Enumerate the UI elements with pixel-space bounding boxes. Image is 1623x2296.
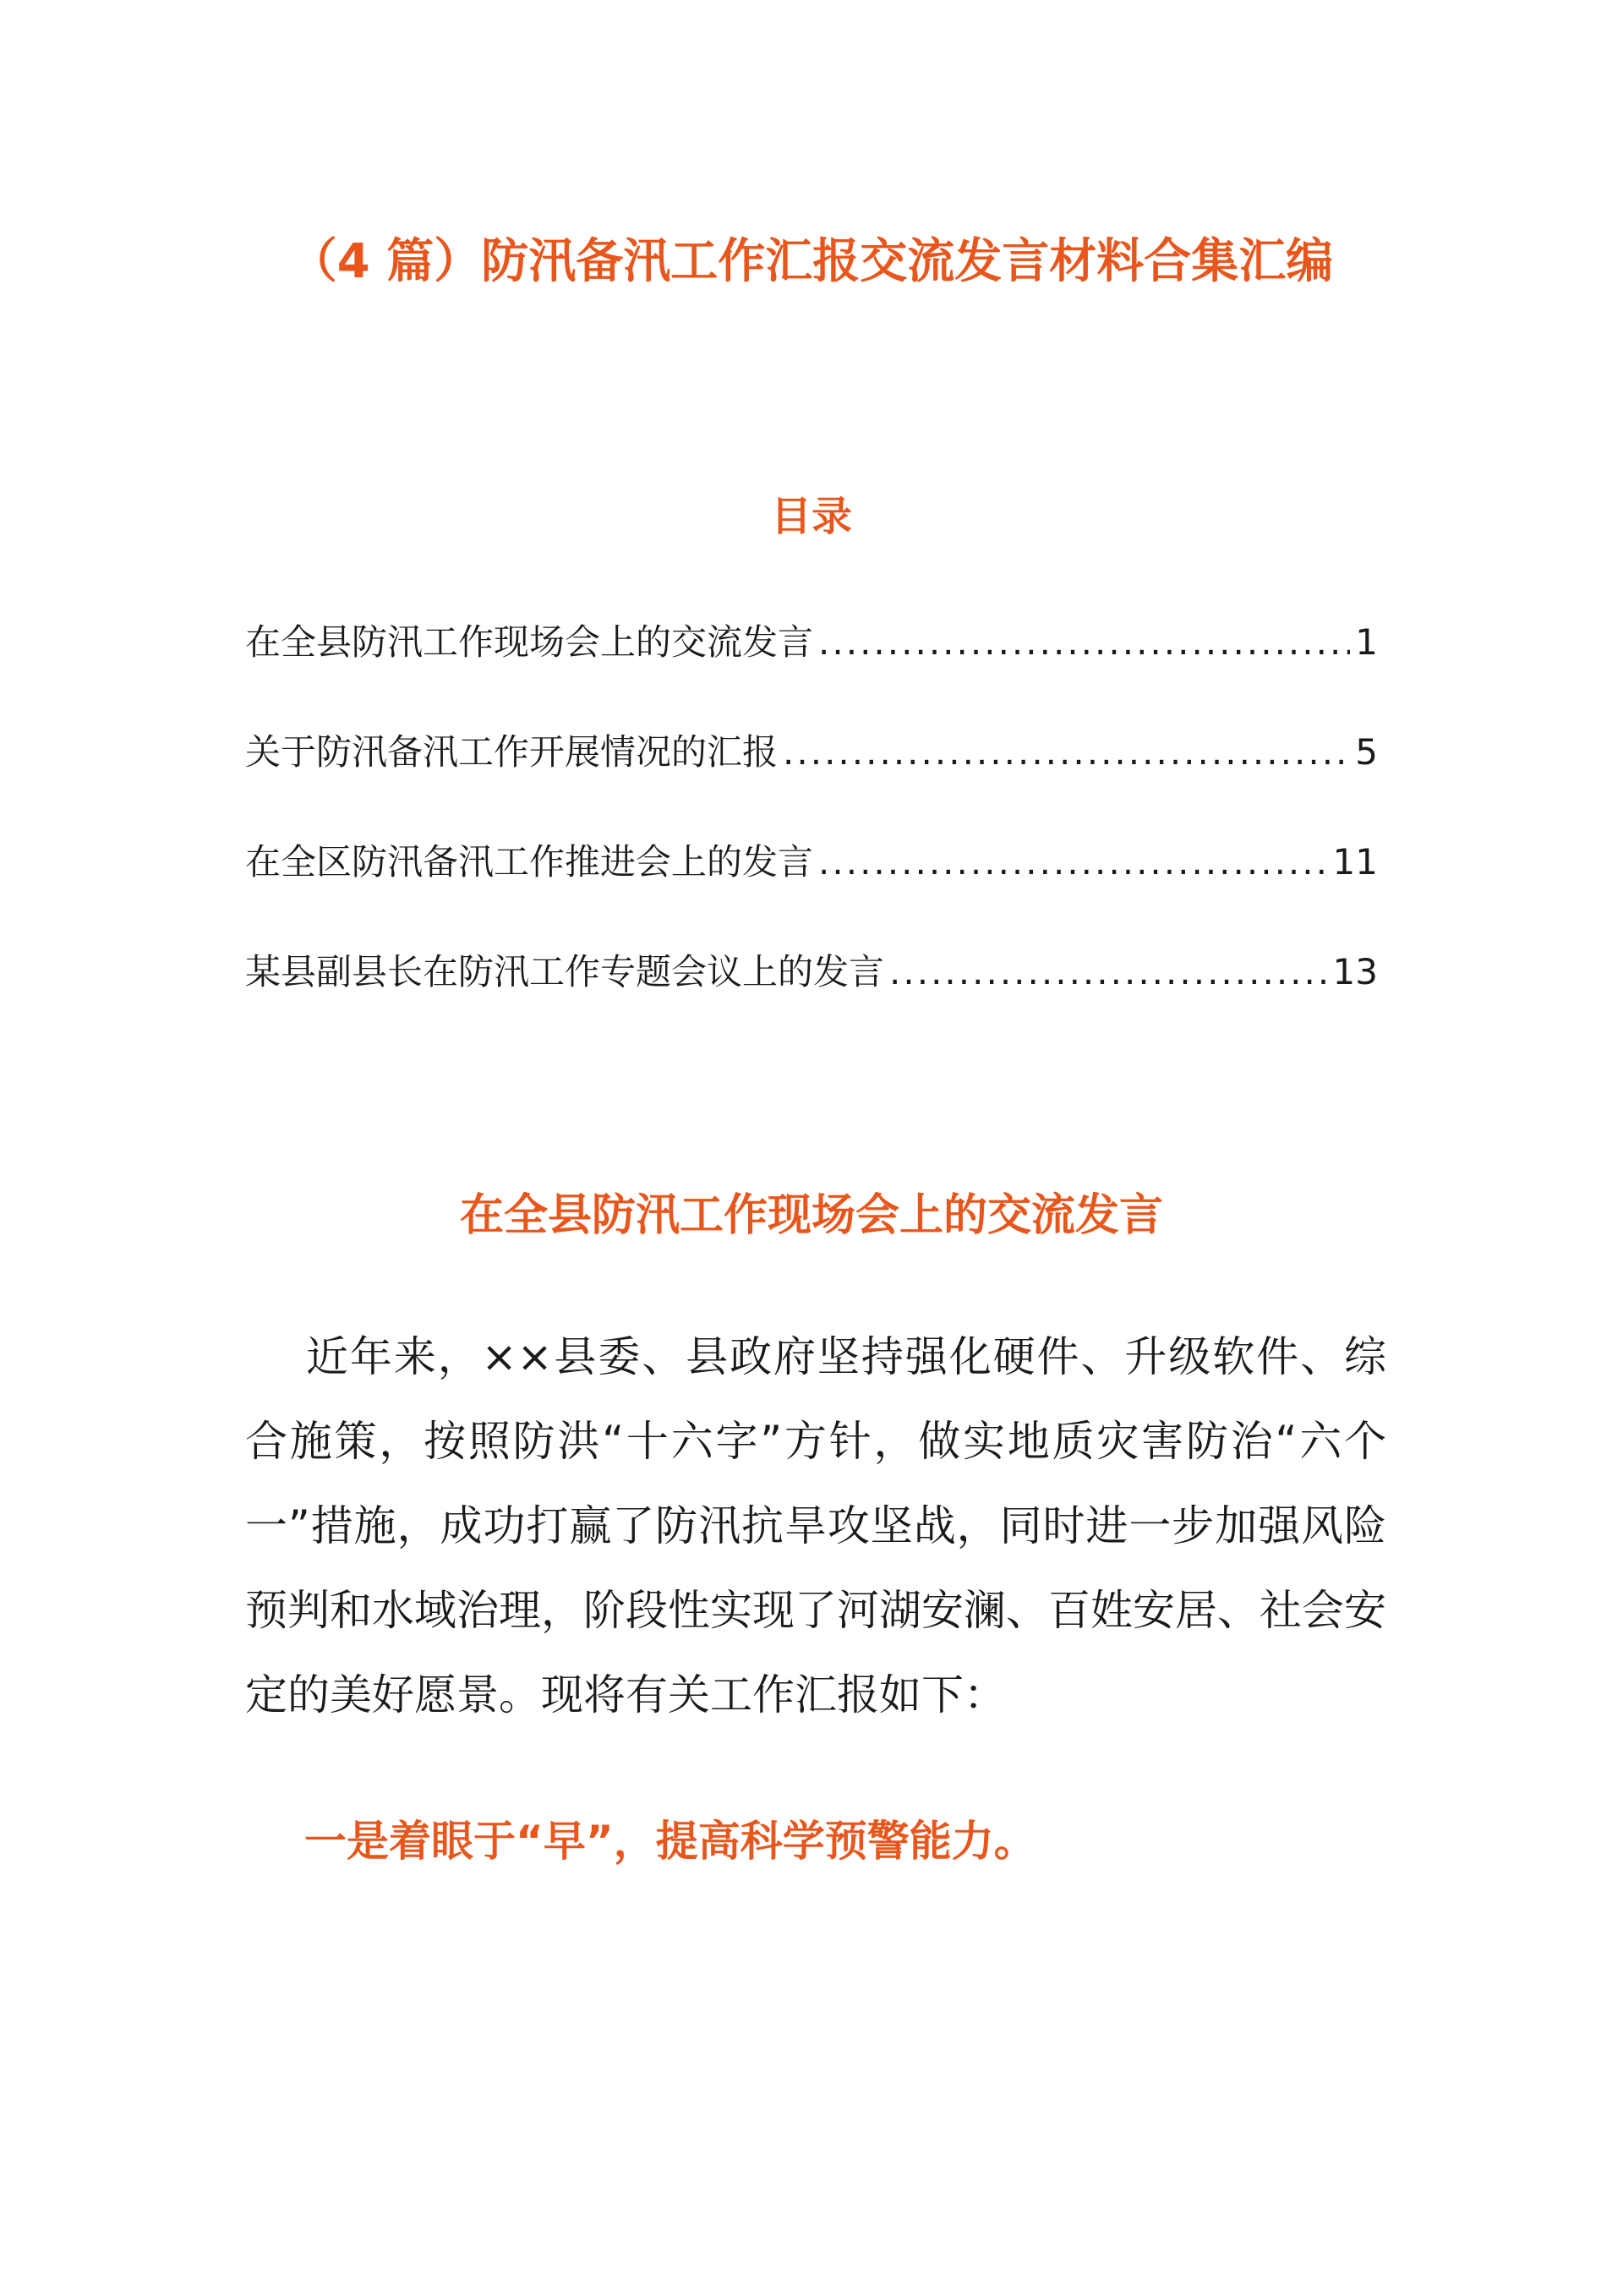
toc-entry[interactable] bbox=[245, 943, 1378, 1052]
toc-dot-leader bbox=[818, 833, 1328, 892]
toc-entry-title: 在全县防汛工作现场会上的交流发言 bbox=[245, 621, 814, 663]
section-title: 在全县防汛工作现场会上的交流发言 bbox=[459, 1190, 1163, 1241]
toc-dot-leader bbox=[783, 723, 1350, 782]
body-paragraph: 近年来，××县委、县政府坚持强化硬件、升级软件、综合施策，按照防洪“十六字”方针，做实地质灾害防治“六个一”措施，成功打赢了防汛抗旱攻坚战，同时进一步加强风险预判和水域治理，阶段性实现了河湖安澜、百姓安居、社会安定的美好愿景。现将有关工作汇报如下： bbox=[245, 1332, 1386, 1719]
toc-entry-page: 5 bbox=[1355, 731, 1378, 773]
point-heading: 一是着眼于“早”，提高科学预警能力。 bbox=[304, 1817, 1036, 1866]
document-title: （4 篇）防汛备汛工作汇报交流发言材料合集汇编 bbox=[289, 234, 1334, 289]
toc-heading: 目录 bbox=[770, 493, 852, 540]
toc-entry-title: 关于防汛备汛工作开展情况的汇报 bbox=[245, 731, 779, 773]
toc-entry[interactable] bbox=[245, 723, 1378, 833]
toc-entry[interactable] bbox=[245, 833, 1378, 943]
toc-entry-title: 某县副县长在防汛工作专题会议上的发言 bbox=[245, 951, 885, 992]
toc-entry-page: 11 bbox=[1332, 841, 1378, 883]
table-of-contents bbox=[245, 613, 1378, 1052]
toc-entry-page: 13 bbox=[1332, 951, 1378, 992]
toc-entry-title: 在全区防汛备汛工作推进会上的发言 bbox=[245, 841, 814, 883]
toc-entry[interactable] bbox=[245, 613, 1378, 723]
toc-entry-page: 1 bbox=[1355, 621, 1378, 663]
toc-dot-leader bbox=[818, 613, 1350, 672]
toc-dot-leader bbox=[889, 943, 1328, 1002]
